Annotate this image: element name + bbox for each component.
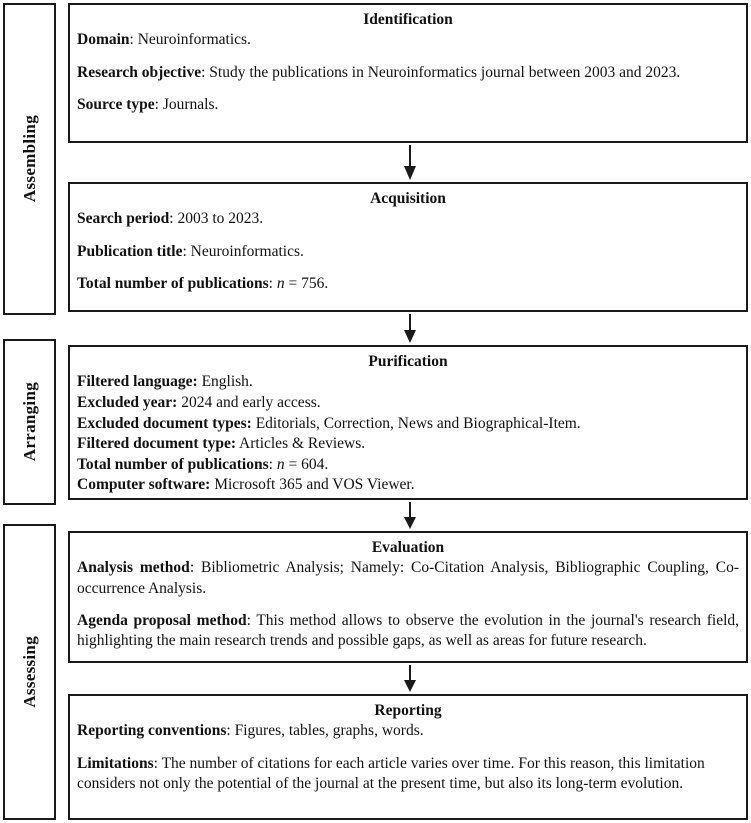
row-separator: : <box>153 754 162 772</box>
row-separator: : <box>154 95 163 113</box>
row-total-publications <box>77 274 739 294</box>
row-separator: : <box>169 210 178 228</box>
row-label: Total number of publications <box>77 455 269 473</box>
row-symbol: n <box>276 274 285 292</box>
row-value: English. <box>201 373 253 391</box>
row-label: Domain <box>77 31 130 49</box>
row-value: 2003 to 2023. <box>177 210 264 228</box>
row-value: Neuroinformatics. <box>190 242 304 260</box>
row-separator: : <box>268 455 277 473</box>
stage-label-assessing: Assessing <box>20 636 39 708</box>
row-label: Search period <box>77 210 170 228</box>
row-label: Excluded document types: <box>77 414 252 432</box>
row-label: Filtered language: <box>77 373 198 391</box>
row-search-period <box>77 209 739 229</box>
row-separator: : <box>182 242 191 260</box>
row-value: Articles & Reviews. <box>239 435 366 453</box>
row-research-objective <box>77 63 739 83</box>
row-separator: : <box>189 559 201 577</box>
row-label: Source type <box>77 95 155 113</box>
row-value: Study the publications in Neuroinformatics journal between 2003 and 2023. <box>209 63 681 81</box>
row-total-publications <box>77 455 739 476</box>
row-limitations <box>77 754 739 794</box>
row-value: The number of citations for each article varies over time. For this reason, this limitation considers not only the potential of the journal at the present time, but also its long-term evolution. <box>77 754 705 792</box>
card-identification <box>68 3 748 143</box>
stage-box-assessing <box>3 524 56 820</box>
row-label: Limitations <box>77 754 154 772</box>
row-label: Analysis method <box>77 559 190 577</box>
row-label: Computer software: <box>77 476 211 494</box>
row-excluded-year <box>77 393 739 414</box>
row-value: = 604. <box>284 455 329 473</box>
row-separator: : <box>268 274 277 292</box>
row-value: 2024 and early access. <box>181 393 321 411</box>
stage-box-arranging <box>3 339 56 505</box>
row-label: Excluded year: <box>77 393 178 411</box>
arrow-acquisition-to-purification <box>402 314 418 343</box>
card-reporting <box>68 694 748 820</box>
arrow-evaluation-to-reporting <box>402 665 418 692</box>
stage-label-assembling: Assembling <box>20 115 39 203</box>
row-agenda-proposal-method <box>77 611 739 651</box>
row-reporting-conventions <box>77 721 739 741</box>
row-separator: : <box>201 63 210 81</box>
row-filtered-document-type <box>77 434 739 455</box>
arrow-purification-to-evaluation <box>402 502 418 529</box>
row-label: Reporting conventions <box>77 722 227 740</box>
row-value: This method allows to observe the evolution in the journal's research field, highlighting the main research trends and possible gaps, as well as areas for future research. <box>77 611 739 649</box>
card-title-reporting: Reporting <box>374 702 442 719</box>
row-publication-title <box>77 242 739 262</box>
stage-label-arranging: Arranging <box>20 382 39 462</box>
row-analysis-method <box>77 558 739 598</box>
card-title-acquisition: Acquisition <box>370 190 446 207</box>
row-domain <box>77 30 739 50</box>
card-title-evaluation: Evaluation <box>371 539 445 556</box>
row-excluded-document-types <box>77 414 739 435</box>
row-filtered-language <box>77 372 739 393</box>
row-label: Filtered document type: <box>77 435 236 453</box>
card-purification <box>68 345 748 500</box>
card-evaluation <box>68 531 748 663</box>
card-acquisition <box>68 182 748 312</box>
row-computer-software <box>77 475 739 496</box>
row-separator: : <box>129 31 138 49</box>
row-value: = 756. <box>284 274 329 292</box>
row-value: Journals. <box>162 95 219 113</box>
row-separator: : <box>226 722 235 740</box>
row-label: Research objective <box>77 63 202 81</box>
row-label: Total number of publications <box>77 274 269 292</box>
row-value: Bibliometric Analysis; Namely: Co-Citation Analysis, Bibliographic Coupling, Co-occurrence Analysis. <box>77 559 740 597</box>
row-value: Neuroinformatics. <box>137 31 251 49</box>
row-value: Editorials, Correction, News and Biographical-Item. <box>255 414 581 432</box>
row-symbol: n <box>276 455 285 473</box>
row-source-type <box>77 95 739 115</box>
row-label: Agenda proposal method <box>77 611 247 629</box>
row-label: Publication title <box>77 242 183 260</box>
card-title-purification: Purification <box>368 353 448 370</box>
arrow-identification-to-acquisition <box>402 145 418 180</box>
row-value: Microsoft 365 and VOS Viewer. <box>214 476 415 494</box>
row-separator: : <box>246 611 257 629</box>
stage-box-assembling <box>3 3 56 315</box>
card-title-identification: Identification <box>363 11 453 28</box>
row-value: Figures, tables, graphs, words. <box>234 722 424 740</box>
